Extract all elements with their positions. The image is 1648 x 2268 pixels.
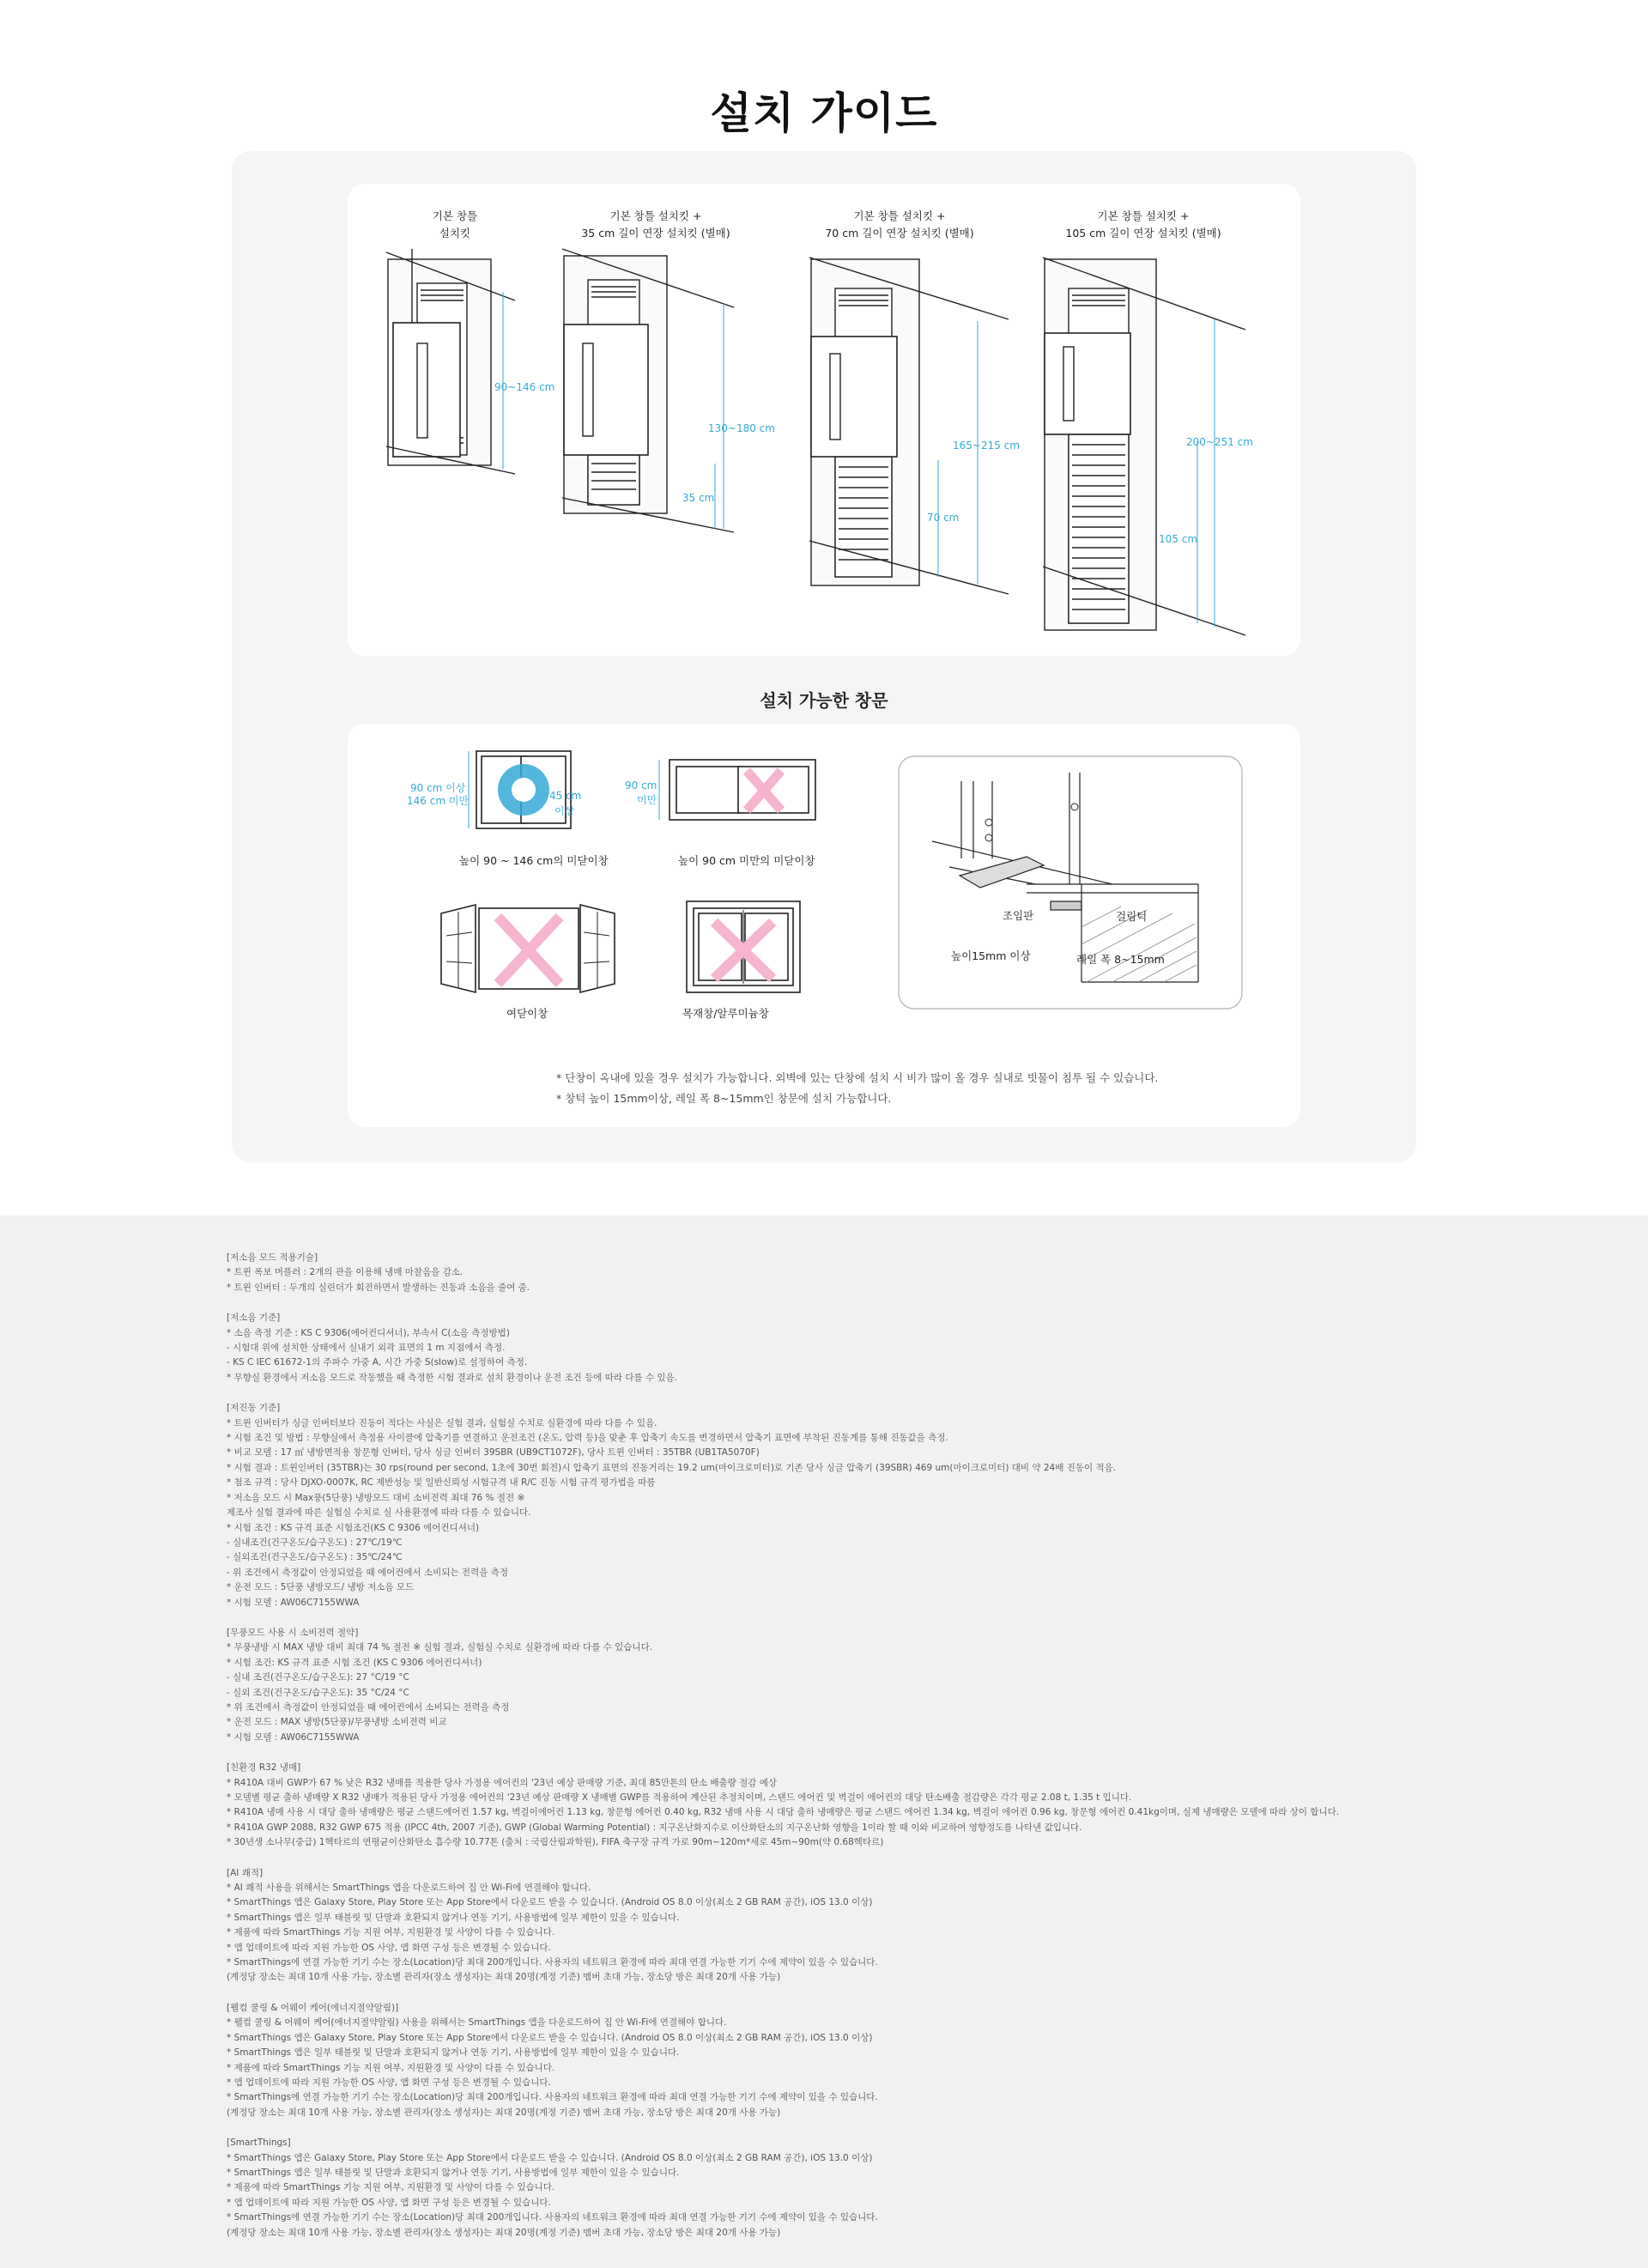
window-casement <box>438 901 618 996</box>
disclaimer-section <box>227 1626 1428 1745</box>
disclaimer-line: - 실외 조건(건구온도/습구온도): 35 °C/24 °C <box>227 1687 409 1698</box>
disclaimer-line: * 비교 모델 : 17 ㎡ 냉방면적용 창문형 인버터, 당사 싱글 인버터 39SBR (UB9CT1072F), 당사 트윈 인버터 : 35TBR (UB1TA5070F) <box>227 1447 760 1458</box>
dim-label-min-width-suffix: 이상 <box>554 805 575 817</box>
detail-label-clamp-plate: 조임판 <box>1003 909 1034 922</box>
dim-label-105-total: 200~251 cm <box>1186 436 1253 448</box>
disclaimer-line: * SmartThings에 연결 가능한 기기 수는 장소(Location)당 최대 200개입니다. 사용자의 네트워크 환경에 따라 최대 연결 가능한 기기 수에 제약이 있을 수 있습니다. <box>227 2092 878 2103</box>
disclaimer-section <box>227 1311 1428 1386</box>
disclaimer-section <box>227 1251 1428 1295</box>
dim-label-105-ext: 105 cm <box>1159 533 1198 545</box>
disclaimer-line: * AI 쾌적 사용을 위해서는 SmartThings 앱을 다운로드하여 집 안 Wi-Fi에 연결해야 합니다. <box>227 1883 591 1894</box>
dim-label-70-total: 165~215 cm <box>953 440 1020 452</box>
kit-label-line2: 35 cm 길이 연장 설치킷 (별매) <box>581 227 730 240</box>
kit-label-line2: 105 cm 길이 연장 설치킷 (별매) <box>1065 227 1221 240</box>
detail-label-sill-height: 높이15mm 이상 <box>951 949 1031 962</box>
disclaimer-heading: [AI 쾌적] <box>227 1867 264 1878</box>
disclaimer-line: * SmartThings 앱은 일부 태블릿 및 단말과 호환되지 않거나 연동 기기, 사용방법에 일부 제한이 있을 수 있습니다. <box>227 1912 680 1923</box>
disclaimer-line: - 실외조건(건구온도/습구온도) : 35℃/24℃ <box>227 1552 403 1563</box>
window-caption: 높이 90 cm 미만의 미닫이창 <box>678 854 815 867</box>
disclaimer-text <box>227 1251 1428 2256</box>
kit-illustration-70 <box>809 258 1015 597</box>
disclaimer-line: * R410A 대비 GWP가 67 % 낮은 R32 냉매를 적용한 당사 가정용 에어컨의 '23년 예상 판매량 기준, 최대 85만톤의 탄소 배출량 절감 예상 <box>227 1777 777 1788</box>
disclaimer-line: * 제품에 따라 SmartThings 기능 지원 여부, 지원환경 및 사양이 다를 수 있습니다. <box>227 2062 555 2073</box>
window-caption: 목재창/알루미늄창 <box>682 1007 769 1020</box>
disclaimer-line: - 실내 조건(건구온도/습구온도): 27 °C/19 °C <box>227 1672 409 1683</box>
dim-label-basic: 90~146 cm <box>494 381 555 393</box>
disclaimer-section <box>227 1401 1428 1610</box>
disclaimer-section <box>227 2136 1428 2241</box>
disclaimer-line: * 시험 모델 : AW06C7155WWA <box>227 1597 360 1608</box>
disclaimer-line: * 제품에 따라 SmartThings 기능 지원 여부, 지원환경 및 사양이 다를 수 있습니다. <box>227 1927 555 1938</box>
disclaimer-line: * 시험 모델 : AW06C7155WWA <box>227 1731 360 1743</box>
disclaimer-line: 제조사 실험 결과에 따른 실험실 수치로 실 사용환경에 따라 다를 수 있습니다. <box>227 1507 531 1519</box>
disclaimer-line: * 트윈 인버터가 싱글 인버터보다 진동이 적다는 사실은 실험 결과, 실험실 수치로 실환경에 따라 다를 수 있음. <box>227 1417 657 1428</box>
disclaimer-line: * 첨조 규격 : 당사 DJXO-0007K, RC 제반성능 및 일반신뢰성 시험규격 내 R/C 진동 시험 규격 평가법을 따름 <box>227 1477 656 1489</box>
page-title: 설치 가이드 <box>710 88 938 138</box>
kit-label-105 <box>1032 208 1255 242</box>
disclaimer-section <box>227 1866 1428 1986</box>
disclaimer-line: - KS C IEC 61672-1의 주파수 가중 A, 시간 가중 S(slow)로 설정하여 측정. <box>227 1357 528 1368</box>
dim-label-35-ext: 35 cm <box>682 492 715 504</box>
disclaimer-line: * 앱 업데이트에 따라 지원 가능한 OS 사양, 앱 화면 구성 등은 변경될 수 있습니다. <box>227 2077 551 2088</box>
dim-label-min-height: 90 cm 이상 <box>410 782 466 794</box>
disclaimer-heading: [친환경 R32 냉매] <box>227 1762 301 1774</box>
dim-label-min-width: 45 cm <box>549 790 582 802</box>
dim-label-height-suffix: 미만 <box>637 794 657 806</box>
window-caption: 여닫이창 <box>506 1007 548 1020</box>
kit-label-basic <box>343 208 566 242</box>
disclaimer-line: * SmartThings에 연결 가능한 기기 수는 장소(Location)당 최대 200개입니다. 사용자의 네트워크 환경에 따라 최대 연결 가능한 기기 수에 제약이 있을 수 있습니다. <box>227 2212 878 2223</box>
disclaimer-line: * 운전 모드 : MAX 냉방(5단풍)/무풍냉방 소비전력 비교 <box>227 1717 447 1728</box>
disclaimer-line: * 시험 결과 : 트윈인버터 (35TBR)는 30 rps(round per second, 1초에 30번 회전)시 압축기 표면의 진동거리는 19.2 um(마이크로미터)로 기존 당사 싱글 압축기 (39SBR) 469 um(마이크로미터) 대비 약 24배 진동이 적음. <box>227 1462 1117 1473</box>
detail-label-catch: 걸림턱 <box>1116 910 1148 923</box>
disclaimer-line: * 시험 조건 및 방법 : 무향실에서 측정용 사이클에 압축기를 연결하고 운전조건 (온도, 압력 등)을 맞춘 후 압축기 속도를 변경하면서 압축기 표면에 부착된 진동계를 통해 진동값을 측정. <box>227 1433 948 1444</box>
disclaimer-line: * 시험 조건 : KS 규격 표준 시험조건(KS C 9306 에어컨디셔너) <box>227 1522 480 1533</box>
kit-label-line2: 70 cm 길이 연장 설치킷 (별매) <box>825 227 974 240</box>
disclaimer-line: (계정당 장소는 최대 10개 사용 가능, 장소별 관리자(장소 생성자)는 최대 20명(계정 기준) 멤버 초대 가능, 장소당 방은 최대 20개 사용 가능) <box>227 1972 781 1983</box>
disclaimer-heading: [무풍모드 사용 시 소비전력 절약] <box>227 1627 359 1638</box>
disclaimer-heading: [웰컴 쿨링 & 어웨이 케어(에너지절약알림)] <box>227 2002 399 2013</box>
dim-label-height: 90 cm <box>625 779 657 791</box>
disclaimer-line: * R410A 냉매 사용 시 대당 출하 냉매량은 평균 스탠드에어컨 1.57 kg, 벽걸이에어컨 1.13 kg, 창문형 에어컨 0.40 kg, R32 냉매 사용 시 대당 출하 냉매량은 평균 스탠드 에어컨 1.34 kg, 벽걸이 에어컨 0.96 kg, 창문형 에어컨 0.41kg이며, 실제 냉매량은 모델에 따라 상이 합니다. <box>227 1807 1340 1818</box>
disclaimer-line: * SmartThings 앱은 Galaxy Store, Play Store 또는 App Store에서 다운로드 받을 수 있습니다. (Android OS 8.0 이상(최소 2 GB RAM 공간), iOS 13.0 이상) <box>227 2032 873 2043</box>
kit-label-line1: 기본 창틀 설치킷 + <box>1097 209 1190 222</box>
disclaimer-line: * 운전 모드 : 5단풍 냉방모드/ 냉방 저소음 모드 <box>227 1582 415 1593</box>
window-caption: 높이 90 ~ 146 cm의 미닫이창 <box>459 854 609 867</box>
kit-illustration-basic <box>386 249 524 489</box>
disclaimer-line: - 시험대 위에 설치한 상태에서 실내기 외곽 표면의 1 m 지점에서 측정. <box>227 1343 506 1354</box>
disclaimer-line: (계정당 장소는 최대 10개 사용 가능, 장소별 관리자(장소 생성자)는 최대 20명(계정 기준) 멤버 초대 가능, 장소당 방은 최대 20개 사용 가능) <box>227 2227 781 2238</box>
kit-label-line1: 기본 창틀 <box>432 209 478 222</box>
kit-label-line1: 기본 창틀 설치킷 + <box>853 209 946 222</box>
disclaimer-line: * SmartThings 앱은 Galaxy Store, Play Store 또는 App Store에서 다운로드 받을 수 있습니다. (Android OS 8.0 이상(최소 2 GB RAM 공간), iOS 13.0 이상) <box>227 2152 873 2163</box>
disclaimer-line: (계정당 장소는 최대 10개 사용 가능, 장소별 관리자(장소 생성자)는 최대 20명(계정 기준) 멤버 초대 가능, 장소당 방은 최대 20개 사용 가능) <box>227 2107 781 2118</box>
disclaimer-line: * 모델별 평균 출하 냉매량 X R32 냉매가 적용된 당사 가정용 에어컨의 '23년 예상 판매량 X 냉매별 GWP를 적용하여 계산된 추정치이며, 스탠드 에어컨 및 벽걸이 에어컨의 대당 탄소배출 절감량은 각각 평균 2.08 t, 1.35 t 입니다. <box>227 1792 1132 1803</box>
kit-label-line1: 기본 창틀 설치킷 + <box>609 209 702 222</box>
disclaimer-line: - 위 조건에서 측정값이 안정되었을 때 에어컨에서 소비되는 전력을 측정 <box>227 1567 508 1578</box>
disclaimer-line: * 저소음 모드 시 Max풍(5단풍) 냉방모드 대비 소비전력 최대 76 % 절전 ※ <box>227 1492 525 1503</box>
kit-label-35 <box>544 208 767 242</box>
disclaimer-line: * 무향실 환경에서 저소음 모드로 작동했을 때 측정한 시험 결과로 설치 환경이나 운전 조건 등에 따라 다를 수 있음. <box>227 1372 678 1383</box>
disclaimer-heading: [저진동 기준] <box>227 1403 281 1414</box>
note-2: * 창턱 높이 15mm이상, 레일 폭 8~15mm인 창문에 설치 가능합니다. <box>556 1092 892 1105</box>
disclaimer-line: * 트윈 인버터 : 두개의 실린더가 회전하면서 발생하는 진동과 소음을 줄여 줌. <box>227 1282 530 1293</box>
disclaimer-line: - 실내조건(건구온도/습구온도) : 27℃/19℃ <box>227 1537 403 1548</box>
note-1: * 단창이 옥내에 있을 경우 설치가 가능합니다. 외벽에 있는 단창에 설치 시 비가 많이 올 경우 실내로 빗물이 침투 될 수 있습니다. <box>556 1071 1159 1084</box>
disclaimer-section <box>227 2001 1428 2120</box>
dim-label-35-total: 130~180 cm <box>708 422 775 434</box>
disclaimer-line: * SmartThings 앱은 일부 태블릿 및 단말과 호환되지 않거나 연동 기기, 사용방법에 일부 제한이 있을 수 있습니다. <box>227 2047 680 2059</box>
rail-detail-illustration <box>898 755 1243 1010</box>
disclaimer-line: * 앱 업데이트에 따라 지원 가능한 OS 사양, 앱 화면 구성 등은 변경될 수 있습니다. <box>227 1942 551 1953</box>
disclaimer-line: * 앱 업데이트에 따라 지원 가능한 OS 사양, 앱 화면 구성 등은 변경될 수 있습니다. <box>227 2197 551 2208</box>
disclaimer-line: * 30년생 소나무(중급) 1헥타르의 연평균이산화탄소 흡수량 10.77톤 (출처 : 국립산림과학원), FIFA 축구장 규격 가로 90m~120m*세로 45m~90m(약 0.68헥타르) <box>227 1837 884 1848</box>
disclaimer-line: * 위 조건에서 측정값이 안정되었을 때 에어컨에서 소비되는 전력을 측정 <box>227 1701 510 1713</box>
dim-label-max-height: 146 cm 미만 <box>407 795 470 807</box>
kit-label-line2: 설치킷 <box>439 227 471 240</box>
disclaimer-line: * SmartThings 앱은 일부 태블릿 및 단말과 호환되지 않거나 연동 기기, 사용방법에 일부 제한이 있을 수 있습니다. <box>227 2167 680 2178</box>
kit-illustration-35 <box>562 249 742 532</box>
detail-label-rail-width: 레일 폭 8~15mm <box>1076 953 1165 966</box>
window-wood-aluminum <box>685 900 802 994</box>
disclaimer-line: * 시험 조건: KS 규격 표준 시험 조건 (KS C 9306 에어컨디셔너) <box>227 1657 482 1668</box>
disclaimer-heading: [저소음 모드 적용기술] <box>227 1252 318 1263</box>
kit-label-70 <box>788 208 1011 242</box>
disclaimer-line: * 트윈 폭보 머플러 : 2개의 관을 이용해 냉매 마찰음을 감소. <box>227 1267 464 1278</box>
window-sliding-under-90 <box>652 755 824 824</box>
disclaimer-line: * SmartThings 앱은 Galaxy Store, Play Store 또는 App Store에서 다운로드 받을 수 있습니다. (Android OS 8.0 이상(최소 2 GB RAM 공간), iOS 13.0 이상) <box>227 1897 873 1908</box>
disclaimer-line: * 소음 측정 기준 : KS C 9306(에어컨디셔너), 부속서 C(소음 측정방법) <box>227 1327 510 1338</box>
disclaimer-heading: [저소음 기준] <box>227 1313 281 1324</box>
dim-label-70-ext: 70 cm <box>927 512 960 524</box>
disclaimer-section <box>227 1761 1428 1850</box>
disclaimer-heading: [SmartThings] <box>227 2138 291 2149</box>
windows-section-title: 설치 가능한 창문 <box>760 690 888 711</box>
disclaimer-line: * 제품에 따라 SmartThings 기능 지원 여부, 지원환경 및 사양이 다를 수 있습니다. <box>227 2182 555 2193</box>
disclaimer-line: * 무풍냉방 시 MAX 냉방 대비 최대 74 % 절전 ※ 실험 결과, 실험실 수치로 실환경에 따라 다를 수 있습니다. <box>227 1642 653 1653</box>
disclaimer-line: * 웰컴 쿨링 & 어웨이 케어(에너지절약알림) 사용을 위해서는 SmartThings 앱을 다운로드하여 집 안 Wi-Fi에 연결해야 합니다. <box>227 2017 727 2028</box>
disclaimer-line: * R410A GWP 2088, R32 GWP 675 적용 (IPCC 4th, 2007 기준), GWP (Global Warming Potential) : 지구온난화지수로 이산화탄소의 지구온난화 영향을 1이라 할 때 이와 비교하여 영향정도를 나타낸 값입니다. <box>227 1822 1082 1833</box>
disclaimer-line: * SmartThings에 연결 가능한 기기 수는 장소(Location)당 최대 200개입니다. 사용자의 네트워크 환경에 따라 최대 연결 가능한 기기 수에 제약이 있을 수 있습니다. <box>227 1957 878 1968</box>
